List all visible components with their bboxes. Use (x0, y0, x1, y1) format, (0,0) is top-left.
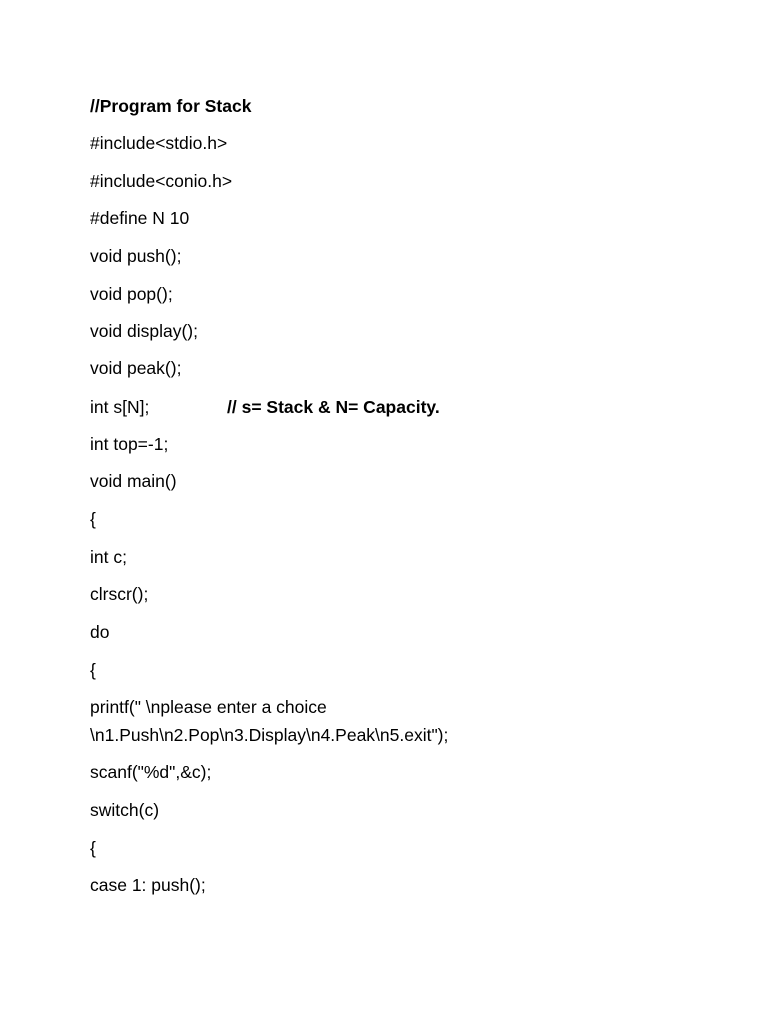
code-line-top-init: int top=-1; (90, 434, 169, 454)
code-line-int-c: int c; (90, 547, 127, 567)
code-line-define-n: #define N 10 (90, 208, 190, 228)
code-line-pop-decl: void pop(); (90, 284, 173, 304)
code-line-switch: switch(c) (90, 800, 160, 820)
code-line-open-brace: { (90, 509, 96, 529)
code-comment-stack-capacity: // s= Stack & N= Capacity. (227, 397, 440, 417)
code-line-do: do (90, 622, 110, 642)
code-line-display-decl: void display(); (90, 321, 198, 341)
code-line-do-open-brace: { (90, 660, 96, 680)
code-line-main: void main() (90, 471, 177, 491)
code-line-printf-part2: \n1.Push\n2.Pop\n3.Display\n4.Peak\n5.exit"); (90, 725, 449, 745)
code-line-clrscr: clrscr(); (90, 584, 149, 604)
code-line-scanf: scanf("%d",&c); (90, 762, 212, 782)
code-line-case-1: case 1: push(); (90, 875, 206, 895)
program-title: //Program for Stack (90, 96, 252, 116)
code-line-printf-part1: printf(" \nplease enter a choice (90, 697, 327, 717)
code-line-include-conio: #include<conio.h> (90, 171, 233, 191)
code-line-include-stdio: #include<stdio.h> (90, 133, 228, 153)
code-line-peak-decl: void peak(); (90, 358, 182, 378)
code-line-push-decl: void push(); (90, 246, 182, 266)
code-line-switch-open-brace: { (90, 838, 96, 858)
code-line-stack-array: int s[N]; (90, 397, 150, 417)
